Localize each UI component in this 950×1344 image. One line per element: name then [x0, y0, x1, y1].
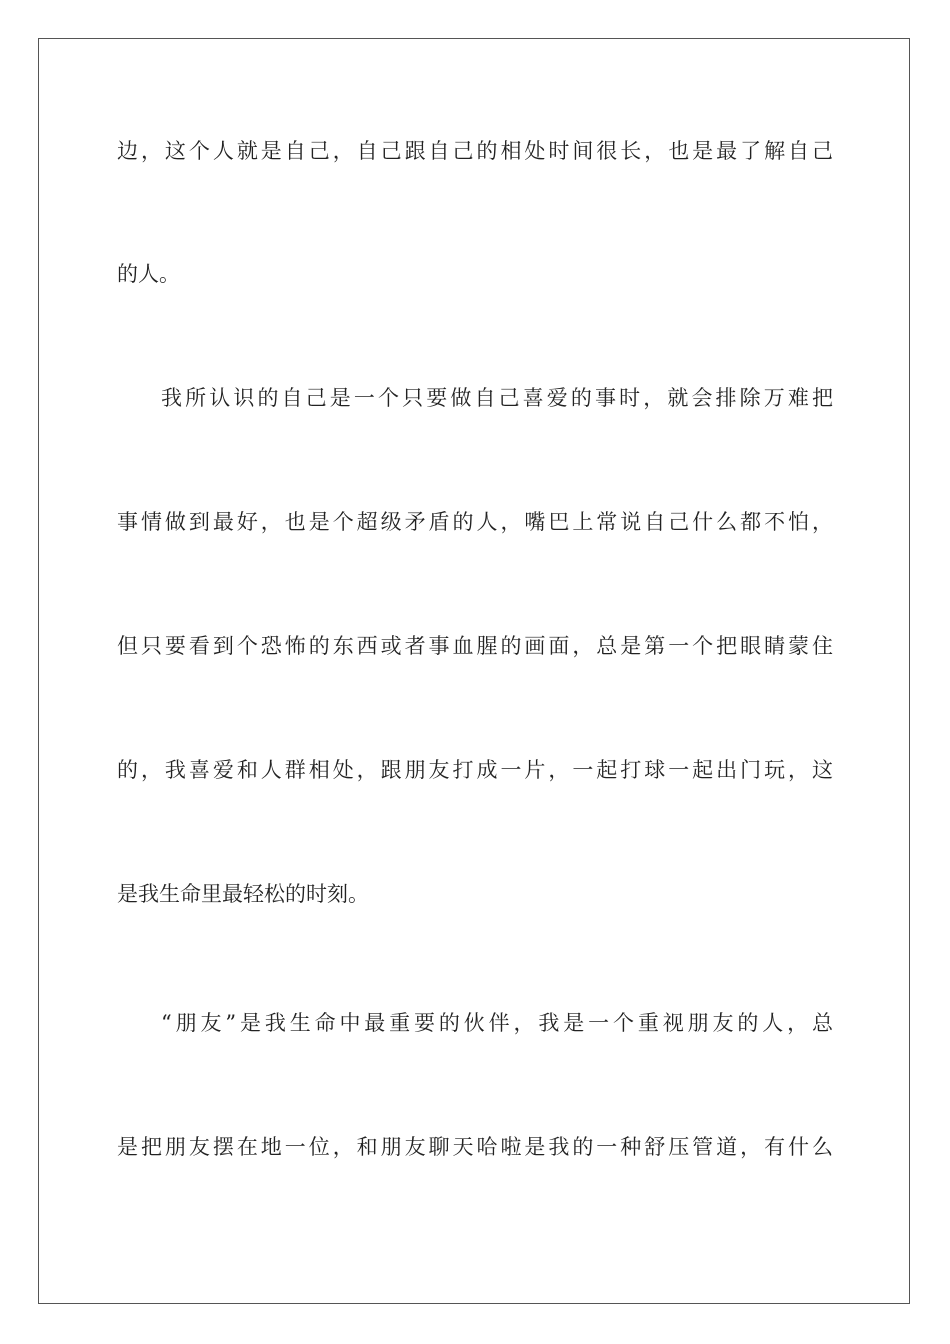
paragraph-line: 但只要看到个恐怖的东西或者事血腥的画面，总是第一个把眼睛蒙住	[117, 634, 833, 658]
paragraph-line: 事情做到最好，也是个超级矛盾的人，嘴巴上常说自己什么都不怕，	[117, 510, 833, 534]
paragraph-line: 是我生命里最轻松的时刻。	[117, 882, 369, 906]
paragraph-line: 是把朋友摆在地一位，和朋友聊天哈啦是我的一种舒压管道，有什么	[117, 1135, 833, 1159]
paragraph-line: “朋友”是我生命中最重要的伙伴，我是一个重视朋友的人，总	[161, 1011, 833, 1035]
paragraph-line: 我所认识的自己是一个只要做自己喜爱的事时，就会排除万难把	[161, 386, 833, 410]
paragraph-line: 的，我喜爱和人群相处，跟朋友打成一片，一起打球一起出门玩，这	[117, 758, 833, 782]
paragraph-line: 的人。	[117, 262, 180, 286]
page-frame	[38, 38, 910, 1304]
paragraph-line: 边，这个人就是自己，自己跟自己的相处时间很长，也是最了解自己	[117, 139, 833, 163]
